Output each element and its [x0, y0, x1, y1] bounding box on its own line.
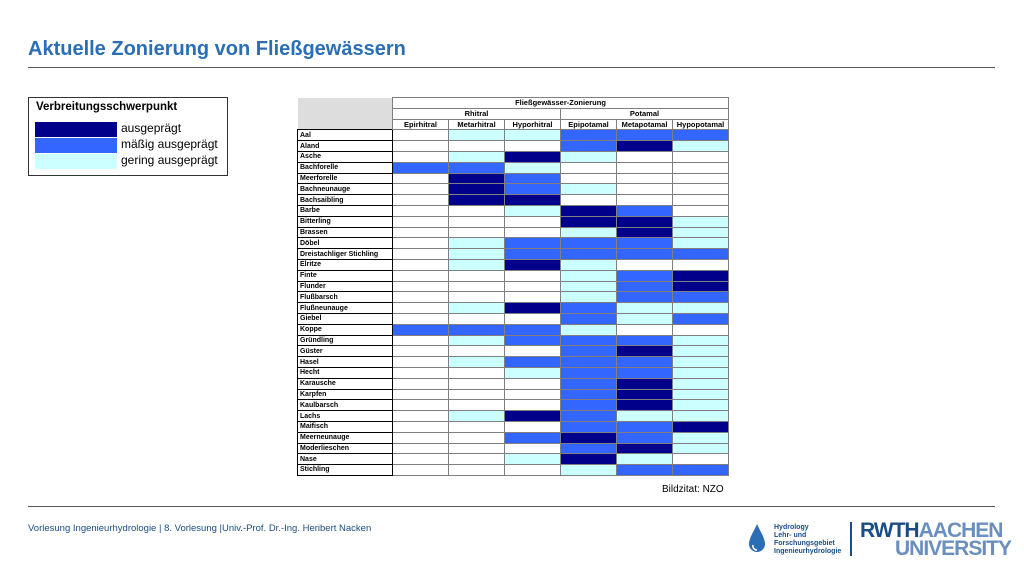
table-row [298, 443, 729, 454]
fish-name: Meerforelle [298, 173, 393, 184]
zone-cell [617, 421, 673, 432]
zone-cell [617, 184, 673, 195]
fish-name: Gründling [298, 335, 393, 346]
zone-cell [449, 205, 505, 216]
legend-label-medium: mäßig ausgeprägt [121, 137, 218, 151]
zone-cell [449, 173, 505, 184]
zone-cell [617, 249, 673, 260]
zone-cell [617, 432, 673, 443]
zone-cell [449, 238, 505, 249]
footer-divider [28, 506, 995, 507]
zone-cell [505, 303, 561, 314]
zone-cell [505, 227, 561, 238]
zone-cell [505, 270, 561, 281]
zone-cell [673, 195, 729, 206]
zone-cell [505, 465, 561, 476]
fish-name: Finte [298, 270, 393, 281]
fish-name: Kaulbarsch [298, 400, 393, 411]
zone-cell [505, 389, 561, 400]
fish-name: Lachs [298, 411, 393, 422]
zone-cell [561, 195, 617, 206]
zone-cell [561, 432, 617, 443]
table-row [298, 173, 729, 184]
table-row [298, 270, 729, 281]
zone-cell [449, 389, 505, 400]
zone-cell [449, 162, 505, 173]
zone-cell [393, 205, 449, 216]
table-row [298, 411, 729, 422]
slide-title: Aktuelle Zonierung von Fließgewässern [28, 38, 406, 60]
zone-cell [617, 346, 673, 357]
legend-title: Verbreitungsschwerpunkt [36, 101, 178, 113]
zone-cell [673, 281, 729, 292]
rwth-logo-university: UNIVERSITY [895, 537, 1012, 560]
table-row [298, 184, 729, 195]
fish-name: Brassen [298, 227, 393, 238]
zone-cell [393, 238, 449, 249]
zone-cell [561, 141, 617, 152]
zone-cell [617, 324, 673, 335]
zone-cell [393, 411, 449, 422]
zone-cell [449, 270, 505, 281]
fish-name: Bitterling [298, 216, 393, 227]
zone-cell [617, 173, 673, 184]
table-row [298, 141, 729, 152]
table-row [298, 195, 729, 206]
zone-cell [449, 465, 505, 476]
rwth-logo-light: AACHEN [918, 519, 1003, 542]
zone-cell [617, 216, 673, 227]
zone-cell [673, 151, 729, 162]
zone-cell [673, 249, 729, 260]
zone-cell [673, 367, 729, 378]
fish-name: Karausche [298, 378, 393, 389]
zone-cell [393, 130, 449, 141]
zone-cell [449, 141, 505, 152]
fish-name: Barbe [298, 205, 393, 216]
zone-cell [393, 303, 449, 314]
legend-swatch-medium [35, 138, 117, 153]
zone-cell [561, 411, 617, 422]
fish-name: Güster [298, 346, 393, 357]
zone-cell [505, 195, 561, 206]
image-caption: Bildzitat: NZO [662, 484, 724, 495]
fish-name: Flußneunauge [298, 303, 393, 314]
zone-cell [449, 421, 505, 432]
zone-cell [673, 184, 729, 195]
zone-cell [561, 184, 617, 195]
zone-cell [617, 162, 673, 173]
zone-cell [617, 313, 673, 324]
fish-name: Döbel [298, 238, 393, 249]
zone-cell [505, 173, 561, 184]
zone-cell [617, 292, 673, 303]
zone-cell [561, 281, 617, 292]
zone-cell [673, 292, 729, 303]
zone-cell [505, 184, 561, 195]
zone-cell [673, 313, 729, 324]
zone-cell [393, 151, 449, 162]
table-row [298, 335, 729, 346]
zonation-table [297, 97, 729, 476]
zone-cell [673, 411, 729, 422]
legend-row-strong [35, 122, 225, 137]
zone-cell [505, 281, 561, 292]
zone-cell [449, 281, 505, 292]
table-row [298, 205, 729, 216]
zone-cell [561, 259, 617, 270]
zone-cell [505, 259, 561, 270]
table-row [298, 238, 729, 249]
zone-cell [561, 443, 617, 454]
zone-cell [505, 400, 561, 411]
zone-cell [505, 421, 561, 432]
zone-cell [505, 432, 561, 443]
zone-cell [393, 259, 449, 270]
zone-cell [673, 432, 729, 443]
zone-cell [561, 378, 617, 389]
zone-cell [561, 205, 617, 216]
column-hyporhitral: Hyporhitral [505, 119, 561, 130]
table-row [298, 216, 729, 227]
fish-name: Giebel [298, 313, 393, 324]
fish-name: Stichling [298, 465, 393, 476]
zone-cell [393, 162, 449, 173]
zone-cell [393, 346, 449, 357]
zone-cell [393, 281, 449, 292]
zone-cell [617, 259, 673, 270]
zone-cell [561, 465, 617, 476]
zone-cell [673, 141, 729, 152]
zone-cell [673, 173, 729, 184]
fish-name: Nase [298, 454, 393, 465]
zone-cell [617, 367, 673, 378]
fish-name: Flußbarsch [298, 292, 393, 303]
legend-box [28, 97, 228, 176]
zone-cell [393, 292, 449, 303]
table-row [298, 465, 729, 476]
table-row [298, 432, 729, 443]
zone-cell [617, 400, 673, 411]
zone-cell [449, 303, 505, 314]
fish-name: Flunder [298, 281, 393, 292]
zone-cell [673, 400, 729, 411]
zone-cell [617, 465, 673, 476]
zone-cell [673, 259, 729, 270]
fish-name: Maifisch [298, 421, 393, 432]
table-row [298, 130, 729, 141]
zone-cell [673, 389, 729, 400]
zone-cell [505, 335, 561, 346]
zone-cell [449, 357, 505, 368]
legend-swatch-weak [35, 154, 117, 169]
zone-cell [561, 292, 617, 303]
column-metapotamal: Metapotamal [617, 119, 673, 130]
zone-cell [673, 270, 729, 281]
zonation-grid [297, 97, 729, 476]
zone-cell [505, 238, 561, 249]
zone-cell [617, 303, 673, 314]
table-row [298, 421, 729, 432]
table-row [298, 357, 729, 368]
zone-cell [449, 259, 505, 270]
legend-swatch-strong [35, 122, 117, 137]
zone-cell [673, 421, 729, 432]
zone-cell [561, 270, 617, 281]
zone-cell [617, 357, 673, 368]
zone-cell [617, 443, 673, 454]
table-row [298, 151, 729, 162]
zone-cell [673, 205, 729, 216]
fish-name: Bachneunauge [298, 184, 393, 195]
zone-cell [449, 313, 505, 324]
zone-cell [617, 389, 673, 400]
grid-title-row [298, 98, 729, 109]
zone-cell [393, 249, 449, 260]
table-row [298, 389, 729, 400]
zone-cell [505, 357, 561, 368]
zone-cell [393, 443, 449, 454]
zone-cell [673, 346, 729, 357]
zone-cell [449, 249, 505, 260]
table-row [298, 303, 729, 314]
zone-cell [673, 130, 729, 141]
zone-cell [393, 400, 449, 411]
zone-cell [617, 227, 673, 238]
grid-corner [298, 98, 393, 130]
table-row [298, 249, 729, 260]
fish-name: Koppe [298, 324, 393, 335]
zone-cell [393, 335, 449, 346]
zone-cell [561, 162, 617, 173]
zone-cell [673, 227, 729, 238]
title-divider [28, 67, 995, 68]
zone-cell [505, 205, 561, 216]
logo-divider [850, 522, 852, 556]
zone-cell [449, 378, 505, 389]
zone-cell [449, 151, 505, 162]
zone-cell [617, 411, 673, 422]
zone-cell [393, 270, 449, 281]
table-row [298, 367, 729, 378]
table-row [298, 227, 729, 238]
table-row [298, 454, 729, 465]
zone-cell [505, 346, 561, 357]
zone-cell [449, 130, 505, 141]
zone-cell [617, 130, 673, 141]
fish-name: Hasel [298, 357, 393, 368]
group-rhitral: Rhitral [393, 108, 561, 119]
footer-text: Vorlesung Ingenieurhydrologie | 8. Vorlesung |Univ.-Prof. Dr.-Ing. Heribert Nacken [28, 523, 372, 534]
hydrology-logo-text: Hydrology Lehr- und Forschungsgebiet Ingenieurhydrologie [774, 524, 842, 555]
zone-cell [505, 141, 561, 152]
legend-label-strong: ausgeprägt [121, 121, 182, 135]
zone-cell [393, 216, 449, 227]
fish-name: Aal [298, 130, 393, 141]
fish-name: Dreistachliger Stichling [298, 249, 393, 260]
fish-name: Bachforelle [298, 162, 393, 173]
group-potamal: Potamal [561, 108, 729, 119]
zone-cell [505, 411, 561, 422]
zone-cell [673, 216, 729, 227]
zone-cell [673, 335, 729, 346]
zone-cell [561, 357, 617, 368]
zone-cell [561, 216, 617, 227]
zone-cell [617, 195, 673, 206]
table-row [298, 292, 729, 303]
zone-cell [617, 281, 673, 292]
zone-cell [449, 411, 505, 422]
zone-cell [505, 454, 561, 465]
zone-cell [561, 303, 617, 314]
table-row [298, 378, 729, 389]
zone-cell [673, 303, 729, 314]
table-row [298, 400, 729, 411]
zone-cell [505, 313, 561, 324]
zone-cell [505, 162, 561, 173]
zone-cell [505, 130, 561, 141]
zone-cell [561, 389, 617, 400]
zone-cell [561, 173, 617, 184]
zone-cell [449, 184, 505, 195]
column-epipotamal: Epipotamal [561, 119, 617, 130]
zone-cell [505, 378, 561, 389]
column-metarhitral: Metarhitral [449, 119, 505, 130]
table-row [298, 162, 729, 173]
zone-cell [393, 454, 449, 465]
fish-name: Aland [298, 141, 393, 152]
zone-cell [449, 324, 505, 335]
column-epirhitral: Epirhitral [393, 119, 449, 130]
fish-name: Bachsaibling [298, 195, 393, 206]
zone-cell [673, 357, 729, 368]
zone-cell [393, 173, 449, 184]
legend-row-weak [35, 154, 225, 169]
fish-name: Moderlieschen [298, 443, 393, 454]
zone-cell [561, 238, 617, 249]
zone-cell [505, 324, 561, 335]
zone-cell [505, 249, 561, 260]
zone-cell [673, 162, 729, 173]
zone-cell [673, 454, 729, 465]
zone-cell [617, 270, 673, 281]
water-drop-icon [747, 523, 767, 555]
zone-cell [561, 324, 617, 335]
zone-cell [561, 346, 617, 357]
zone-cell [673, 443, 729, 454]
zone-cell [393, 184, 449, 195]
column-hypopotamal: Hypopotamal [673, 119, 729, 130]
zone-cell [617, 151, 673, 162]
zone-cell [561, 227, 617, 238]
zone-cell [505, 443, 561, 454]
zone-cell [393, 378, 449, 389]
zone-cell [561, 400, 617, 411]
zone-cell [561, 335, 617, 346]
zone-cell [617, 205, 673, 216]
zone-cell [449, 335, 505, 346]
zone-cell [449, 346, 505, 357]
zone-cell [617, 378, 673, 389]
zone-cell [393, 313, 449, 324]
fish-name: Elritze [298, 259, 393, 270]
zone-cell [505, 367, 561, 378]
zone-cell [673, 465, 729, 476]
zone-cell [449, 432, 505, 443]
zone-cell [393, 465, 449, 476]
grid-title: Fließgewässer-Zonierung [393, 98, 729, 109]
legend-row-medium [35, 138, 225, 153]
table-row [298, 281, 729, 292]
table-row [298, 346, 729, 357]
zone-cell [561, 249, 617, 260]
rwth-logo-bold: RWTH [860, 519, 919, 542]
zone-cell [393, 357, 449, 368]
zone-cell [561, 367, 617, 378]
table-row [298, 324, 729, 335]
zone-cell [561, 151, 617, 162]
zone-cell [561, 313, 617, 324]
zone-cell [505, 216, 561, 227]
zone-cell [393, 367, 449, 378]
zone-cell [449, 216, 505, 227]
legend-label-weak: gering ausgeprägt [121, 153, 218, 167]
zone-cell [449, 454, 505, 465]
zone-cell [393, 432, 449, 443]
zone-cell [505, 151, 561, 162]
zone-cell [393, 421, 449, 432]
zone-cell [449, 367, 505, 378]
zone-cell [393, 324, 449, 335]
zone-cell [449, 400, 505, 411]
zone-cell [561, 421, 617, 432]
zone-cell [617, 454, 673, 465]
zone-cell [617, 141, 673, 152]
table-row [298, 259, 729, 270]
fish-name: Hecht [298, 367, 393, 378]
zone-cell [673, 238, 729, 249]
zone-cell [393, 227, 449, 238]
zone-cell [449, 227, 505, 238]
zone-cell [561, 130, 617, 141]
zone-cell [393, 195, 449, 206]
fish-name: Asche [298, 151, 393, 162]
table-row [298, 313, 729, 324]
zone-cell [449, 195, 505, 206]
zone-cell [393, 141, 449, 152]
zone-cell [617, 238, 673, 249]
fish-name: Karpfen [298, 389, 393, 400]
zone-cell [449, 292, 505, 303]
zone-cell [673, 324, 729, 335]
zone-cell [393, 389, 449, 400]
fish-name: Meerneunauge [298, 432, 393, 443]
zone-cell [617, 335, 673, 346]
zone-cell [505, 292, 561, 303]
zone-cell [449, 443, 505, 454]
zone-cell [561, 454, 617, 465]
zone-cell [673, 378, 729, 389]
